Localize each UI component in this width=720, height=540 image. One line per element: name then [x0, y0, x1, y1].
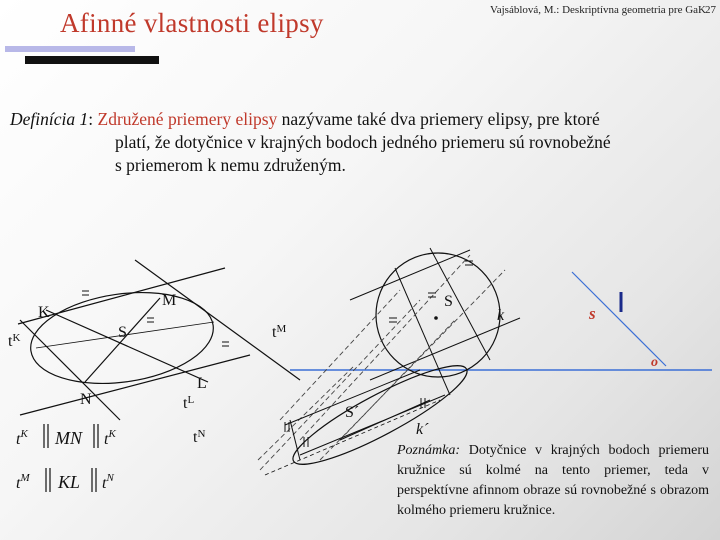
definition-term: Združené priemery elipsy	[97, 109, 278, 129]
definition-text-3: s priemerom k nemu združeným.	[115, 155, 346, 175]
label-k-prime: k´	[416, 421, 429, 438]
rel2-t1: $t^M$	[16, 472, 30, 492]
rel1-t1: $t^K$	[16, 428, 28, 448]
label-k: k	[497, 307, 505, 324]
center-S	[434, 316, 438, 320]
definition-colon: :	[88, 109, 94, 129]
tangent-tK	[20, 320, 120, 420]
rel2-t2: $t^N$	[102, 472, 114, 492]
label-tN: $t^N$	[193, 428, 206, 446]
left-ellipse-figure	[18, 260, 300, 420]
label-S-prime: S´	[345, 404, 360, 421]
label-N: N	[80, 391, 92, 408]
note-text: Dotyčnice v krajných bodoch priemeru kružnice sú kolmé na tento priemer, teda v perspektívne afinnom obraze sú rovnobežné s obrazom kolmého priemeru kružnice.	[397, 443, 709, 518]
rel1-t2: $t^K$	[104, 428, 116, 448]
rel2-kl: KL	[58, 472, 81, 492]
note-paragraph	[397, 441, 709, 521]
label-K: K	[38, 304, 50, 321]
tangent-tM	[135, 260, 300, 380]
label-o: o	[651, 355, 658, 370]
label-tL: $t^L$	[183, 394, 195, 412]
note-label: Poznámka:	[397, 443, 460, 458]
definition-text-2: platí, že dotyčnice v krajných bodoch jedného priemeru sú rovnobežné	[115, 132, 611, 152]
label-S: S	[118, 324, 127, 341]
label-tK: $t^K$	[8, 332, 21, 350]
right-figure-labels	[345, 293, 658, 438]
label-right-S: S	[444, 293, 453, 310]
circle-k	[376, 253, 500, 377]
header-reference: Vajsáblová, M.: Deskriptívna geometria pre GaK	[490, 4, 706, 16]
page-number: 27	[705, 4, 716, 16]
affinity-direction-s	[572, 272, 666, 366]
parallel-relations	[16, 424, 116, 492]
label-s: s	[589, 304, 596, 323]
definition-label: Definícia 1	[10, 109, 89, 129]
label-L: L	[197, 375, 207, 392]
label-tM: $t^M$	[272, 323, 287, 341]
tangent-line-bottom	[20, 355, 250, 415]
page-title: Afinné vlastnosti elipsy	[60, 8, 324, 38]
label-M: M	[162, 292, 177, 309]
diameter-KL	[46, 310, 208, 382]
definition-text-1: nazývame také dva priemery elipsy, pre ktoré	[277, 109, 600, 129]
rel1-mn: MN	[55, 428, 82, 448]
